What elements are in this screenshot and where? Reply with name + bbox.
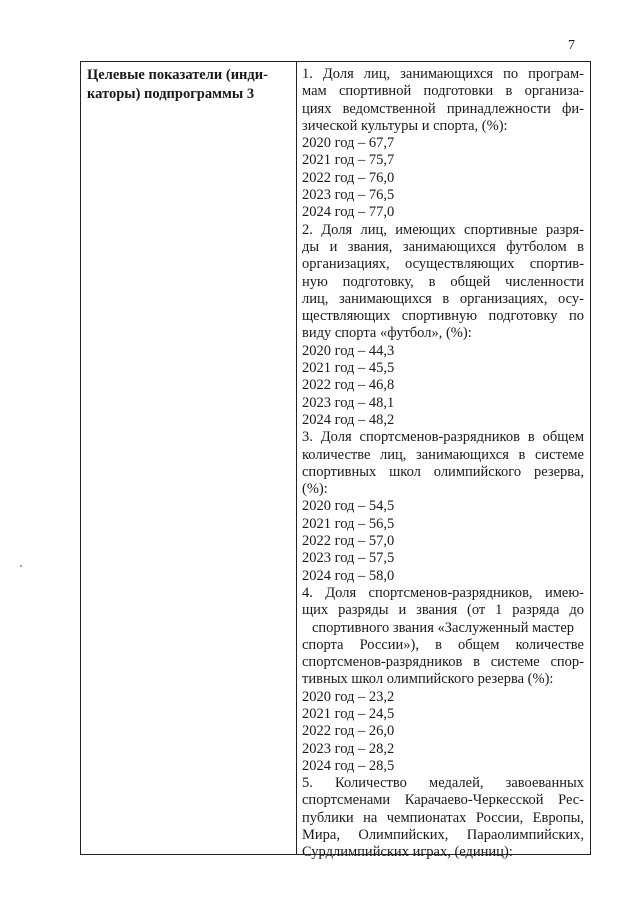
heading-line: каторы) подпрограммы 3 [87, 86, 255, 102]
indicators-table [80, 61, 591, 861]
value-line: 2023 год – 48,1 [302, 394, 395, 411]
text-line: Мира, Олимпийских, Параолимпийских, [302, 827, 584, 844]
text-line: спорта России»), в общем количестве [302, 636, 584, 653]
value-line: 2021 год – 75,7 [302, 152, 395, 169]
value-line: 2024 год – 48,2 [302, 411, 395, 428]
text-line: спортсменов-разрядников в системе спор- [302, 654, 584, 671]
column-divider [296, 62, 297, 854]
value-line: 2021 год – 56,5 [302, 515, 395, 532]
text-line: спортсменами Карачаево-Черкесской Рес- [302, 792, 584, 809]
heading-line: Целевые показатели (инди- [87, 67, 268, 83]
text-line: ществляющих спортивную подготовку по [302, 308, 584, 325]
text-line: циях ведомственной принадлежности фи- [302, 100, 584, 117]
text-line: 5. Количество медалей, завоеванных [302, 775, 584, 792]
text-line: организациях, осуществляющих спортив- [302, 256, 584, 273]
value-line: 2022 год – 26,0 [302, 723, 395, 740]
page-number: 7 [568, 38, 575, 53]
text-line: щих разряды и звания (от 1 разряда до [302, 602, 584, 619]
text-line: ную подготовку, в общей численности [302, 273, 584, 290]
indicators-heading-cell [87, 66, 287, 104]
text-line: зической культуры и спорта, (%): [302, 117, 508, 134]
value-line: 2024 год – 28,5 [302, 757, 395, 774]
value-line: 2024 год – 58,0 [302, 567, 395, 584]
text-line: 2. Доля лиц, имеющих спортивные разря- [302, 221, 584, 238]
indicators-content-cell [302, 66, 584, 862]
value-line: 2020 год – 44,3 [302, 342, 395, 359]
value-line: 2022 год – 57,0 [302, 533, 395, 550]
text-line: лиц, занимающихся в организациях, осу- [302, 290, 584, 307]
scan-speck [20, 565, 22, 567]
text-line: ды и звания, занимающихся футболом в [302, 238, 584, 255]
text-line: 3. Доля спортсменов-разрядников в общем [302, 429, 584, 446]
text-line: спортивного звания «Заслуженный мастер [311, 619, 575, 636]
value-line: 2024 год – 77,0 [302, 204, 395, 221]
text-line: 4. Доля спортсменов-разрядников, имею- [302, 584, 584, 601]
value-line: 2023 год – 76,5 [302, 187, 395, 204]
text-line: 1. Доля лиц, занимающихся по програм- [302, 66, 584, 82]
value-line: 2022 год – 46,8 [302, 377, 395, 394]
text-line: Сурдлимпийских играх, (единиц): [302, 844, 513, 861]
text-line: публики на чемпионатах России, Европы, [302, 809, 584, 826]
value-line: 2023 год – 28,2 [302, 740, 395, 757]
text-line: спортивных школ олимпийского резерва, [302, 463, 584, 480]
text-line: тивных школ олимпийского резерва (%): [302, 671, 554, 688]
value-line: 2023 год – 57,5 [302, 550, 395, 567]
value-line: 2022 год – 76,0 [302, 169, 395, 186]
value-line: 2020 год – 23,2 [302, 688, 395, 705]
value-line: 2020 год – 67,7 [302, 135, 395, 152]
text-line: (%): [302, 481, 328, 498]
text-line: виду спорта «футбол», (%): [302, 325, 472, 342]
text-line: мам спортивной подготовки в организа- [302, 83, 584, 100]
value-line: 2020 год – 54,5 [302, 498, 395, 515]
value-line: 2021 год – 24,5 [302, 705, 395, 722]
text-line: количестве лиц, занимающихся в системе [302, 446, 584, 463]
value-line: 2021 год – 45,5 [302, 360, 395, 377]
